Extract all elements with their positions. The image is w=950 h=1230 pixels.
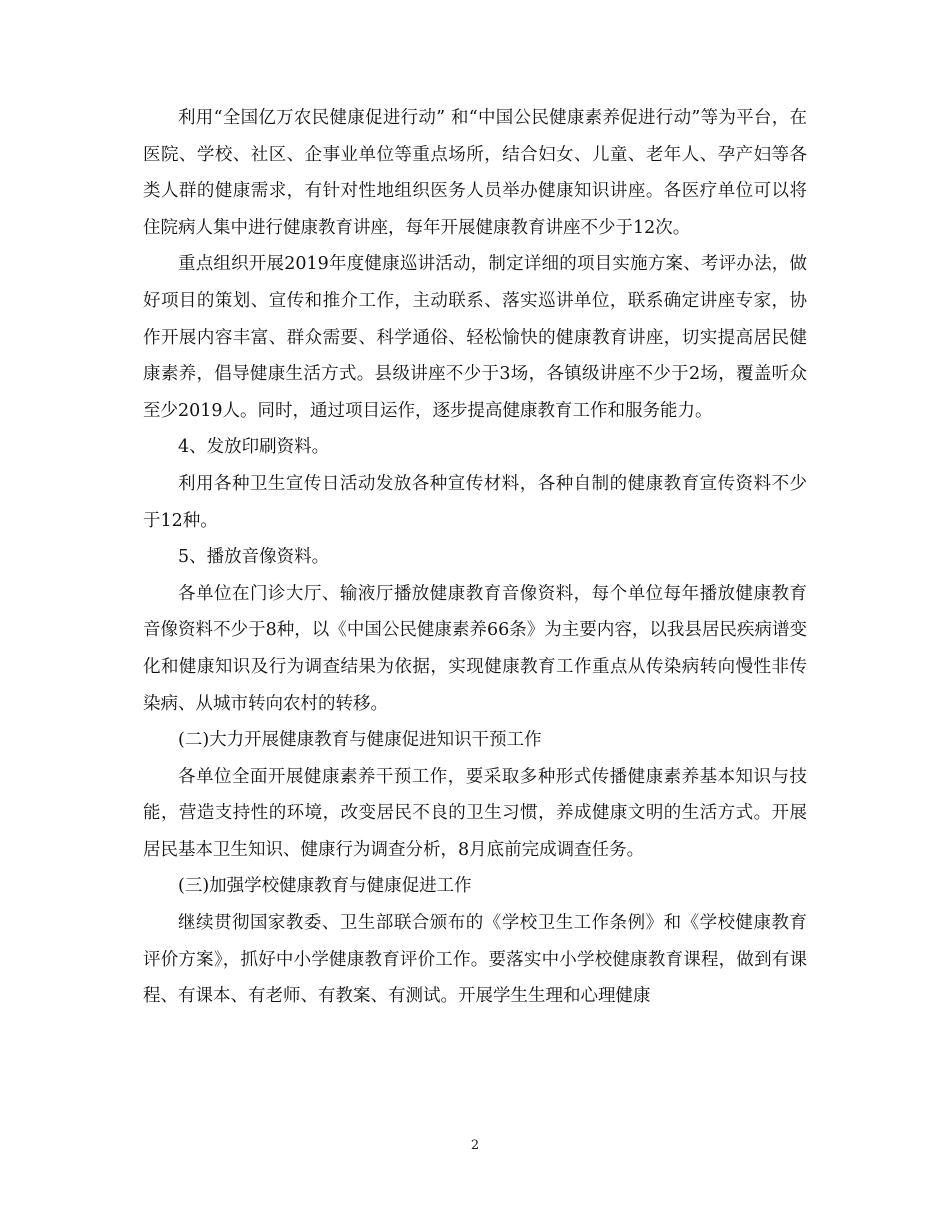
document-body: [143, 100, 807, 1015]
paragraph: 利用各种卫生宣传日活动发放各种宣传材料，各种自制的健康教育宣传资料不少于12种。: [143, 473, 807, 531]
paragraph: 利用“全国亿万农民健康促进行动” 和“中国公民健康素养促进行动”等为平台，在医院、学校、社区、企事业单位等重点场所，结合妇女、儿童、老年人、孕产妇等各类人群的健康需求，有针对性地组织医务人员举办健康知识讲座。各医疗单位可以将住院病人集中进行健康教育讲座，每年开展健康教育讲座不少于12次。: [143, 108, 807, 238]
paragraph: 重点组织开展2019年度健康巡讲活动，制定详细的项目实施方案、考评办法，做好项目的策划、宣传和推介工作，主动联系、落实巡讲单位，联系确定讲座专家，协作开展内容丰富、群众需要、科学通俗、轻松愉快的健康教育讲座，切实提高居民健康素养，倡导健康生活方式。县级讲座不少于3场，各镇级讲座不少于2场，覆盖听众至少2019人。同时，通过项目运作，逐步提高健康教育工作和服务能力。: [143, 254, 807, 421]
section-heading: (三)加强学校健康教育与健康促进工作: [178, 876, 472, 897]
section-heading: (二)大力开展健康教育与健康促进知识干预工作: [178, 730, 542, 751]
paragraph: 继续贯彻国家教委、卫生部联合颁布的《学校卫生工作条例》和《学校健康教育评价方案》，抓好中小学健康教育评价工作。要落实中小学校健康教育课程，做到有课程、有课本、有老师、有教案、有测试。开展学生生理和心理健康: [143, 913, 807, 1007]
paragraph: 各单位在门诊大厅、输液厅播放健康教育音像资料，每个单位每年播放健康教育音像资料不少于8种，以《中国公民健康素养66条》为主要内容，以我县居民疾病谱变化和健康知识及行为调查结果为依据，实现健康教育工作重点从传染病转向慢性非传染病、从城市转向农村的转移。: [143, 583, 807, 714]
section-item-heading: 5、播放音像资料。: [178, 547, 330, 568]
paragraph: 各单位全面开展健康素养干预工作，要采取多种形式传播健康素养基本知识与技能，营造支持性的环境，改变居民不良的卫生习惯，养成健康文明的生活方式。开展居民基本卫生知识、健康行为调查分析，8月底前完成调查任务。: [143, 766, 807, 860]
page-number: 2: [470, 1138, 480, 1153]
section-item-heading: 4、发放印刷资料。: [178, 437, 330, 458]
